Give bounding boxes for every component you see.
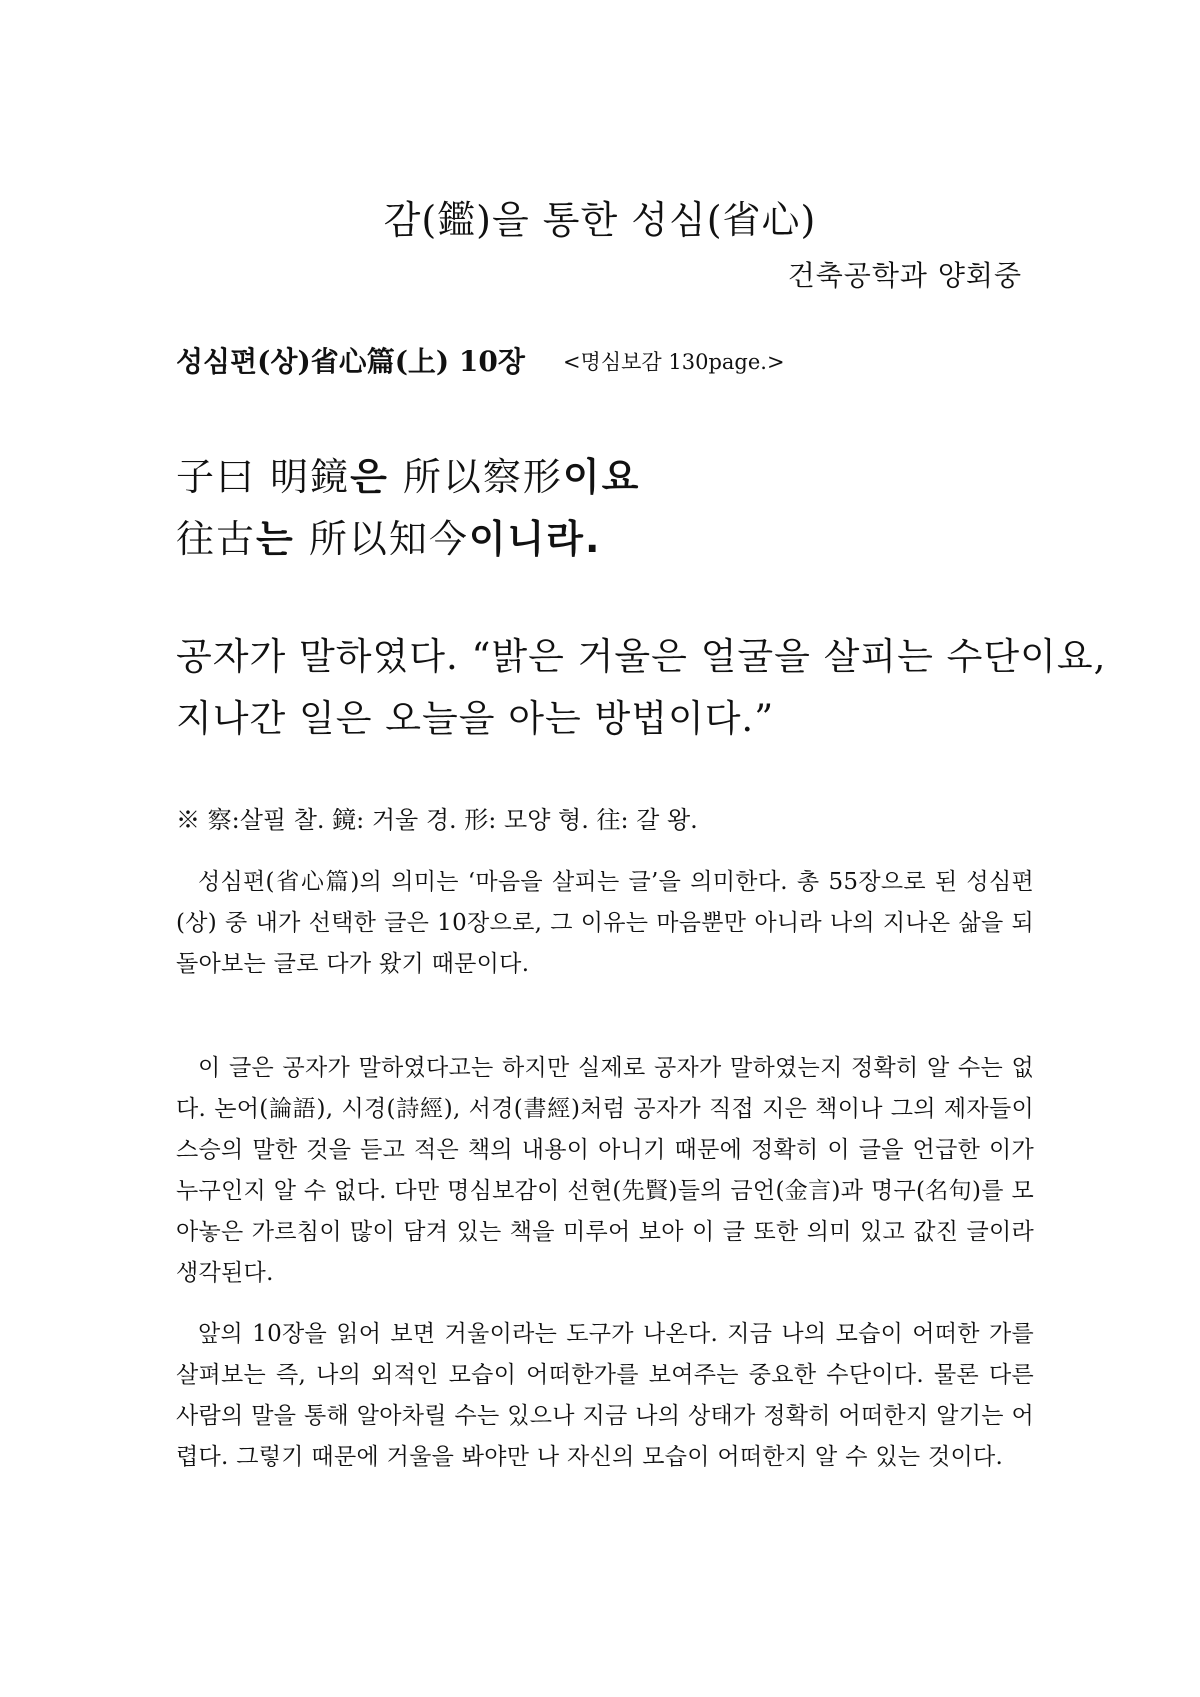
- hanmun-segment: 子曰 明鏡: [176, 455, 351, 499]
- chapter-heading: 성심편(상)省心篇(上) 10장: [176, 345, 525, 378]
- body-paragraph-1: 성심편(省心篇)의 의미는 ‘마음을 살피는 글’을 의미한다. 총 55장으로 된 성심편(상) 중 내가 선택한 글은 10장으로, 그 이유는 마음뿐만 아니라 나의 지나온 삶을 되돌아보는 글로 다가 왔기 때문이다.: [176, 869, 1034, 977]
- korean-translation: [176, 626, 1107, 750]
- hanmun-segment: 所以知今: [294, 517, 469, 561]
- translation-line-1: 공자가 말하였다. “밝은 거울은 얼굴을 살피는 수단이요,: [176, 635, 1107, 678]
- page-title: 감(鑑)을 통한 성심(省心): [383, 198, 817, 242]
- hanmun-particle: 는: [256, 517, 295, 561]
- author-line: 건축공학과 양회중: [787, 259, 1022, 292]
- hanmun-segment: 所以察形: [388, 455, 563, 499]
- hanmun-segment: 往古: [176, 517, 257, 561]
- body-paragraph-2: 이 글은 공자가 말하였다고는 하지만 실제로 공자가 말하였는지 정확히 알 수는 없다. 논어(論語), 시경(詩經), 서경(書經)처럼 공자가 직접 지은 책이나 그의 제자들이 스승의 말한 것을 듣고 적은 책의 내용이 아니기 때문에 정확히 이 글을 언급한 이가 누구인지 알 수 없다. 다만 명심보감이 선현(先賢)들의 금언(金言)과 명구(名句)를 모아놓은 가르침이 많이 담겨 있는 책을 미루어 보아 이 글 또한 의미 있고 값진 글이라 생각된다.: [176, 1055, 1034, 1286]
- hanmun-particle: 이니라.: [468, 517, 602, 561]
- glossary-note: ※ 察:살필 찰. 鏡: 거울 경. 形: 모양 형. 往: 갈 왕.: [176, 806, 698, 834]
- hanmun-line-1: [176, 446, 1036, 508]
- hanmun-passage: [176, 446, 1036, 570]
- translation-line-2: 지나간 일은 오늘을 아는 방법이다.”: [176, 697, 775, 740]
- hanmun-particle: 은: [350, 455, 389, 499]
- body-paragraph-3: 앞의 10장을 읽어 보면 거울이라는 도구가 나온다. 지금 나의 모습이 어떠한 가를 살펴보는 즉, 나의 외적인 모습이 어떠한가를 보여주는 중요한 수단이다. 물론 다른 사람의 말을 통해 알아차릴 수는 있으나 지금 나의 상태가 정확히 어떠한지 알기는 어렵다. 그렇기 때문에 거울을 봐야만 나 자신의 모습이 어떠한지 알 수 있는 것이다.: [176, 1321, 1034, 1470]
- chapter-line: [176, 344, 1036, 380]
- source-reference: <명심보감 130page.>: [562, 350, 785, 374]
- hanmun-particle: 이요: [562, 455, 641, 499]
- hanmun-line-2: [176, 508, 1036, 570]
